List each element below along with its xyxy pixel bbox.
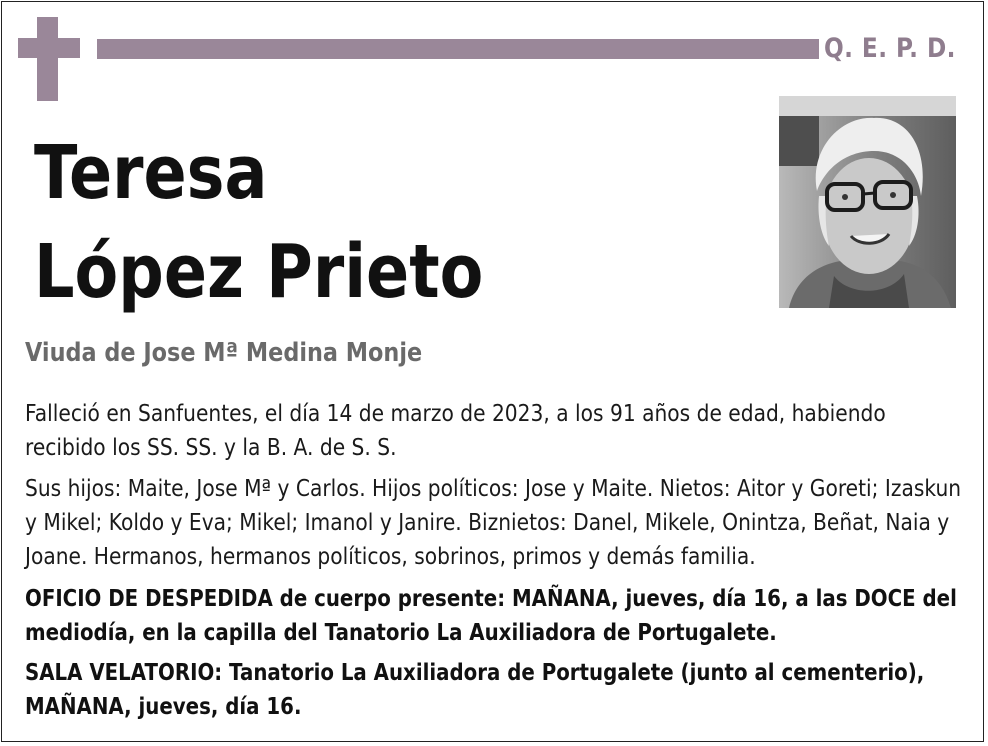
funeral-service-paragraph: OFICIO DE DESPEDIDA de cuerpo presente: MAÑANA, jueves, día 16, a las DOCE del mediodía, en la capilla del Tanatorio La Auxiliadora de Portugalete.	[25, 586, 957, 646]
qepd-badge: Q. E. P. D.	[824, 33, 956, 64]
deceased-surnames: López Prieto	[34, 229, 484, 315]
death-notice-paragraph: Falleció en Sanfuentes, el día 14 de marzo de 2023, a los 91 años de edad, habiendo recibido los SS. SS. y la B. A. de S. S.	[25, 399, 886, 461]
portrait-photo-drawing	[779, 96, 956, 308]
wake-room-paragraph: SALA VELATORIO: Tanatorio La Auxiliadora de Portugalete (junto al cementerio), MAÑANA, jueves, día 16.	[25, 660, 925, 720]
family-paragraph: Sus hijos: Maite, Jose Mª y Carlos. Hijos políticos: Jose y Maite. Nietos: Aitor y Goreti; Izaskun y Mikel; Koldo y Eva; Mikel; Imanol y Janire. Biznietos: Danel, Mikele, Onintza, Beñat, Naia y Joane. Hermanos, hermanos políticos, sobrinos, primos y demás familia.	[25, 474, 962, 570]
deceased-first-name: Teresa	[34, 130, 268, 216]
portrait-photo	[779, 96, 956, 308]
header-rule	[97, 39, 819, 59]
widow-of-line: Viuda de Jose Mª Medina Monje	[25, 338, 423, 368]
